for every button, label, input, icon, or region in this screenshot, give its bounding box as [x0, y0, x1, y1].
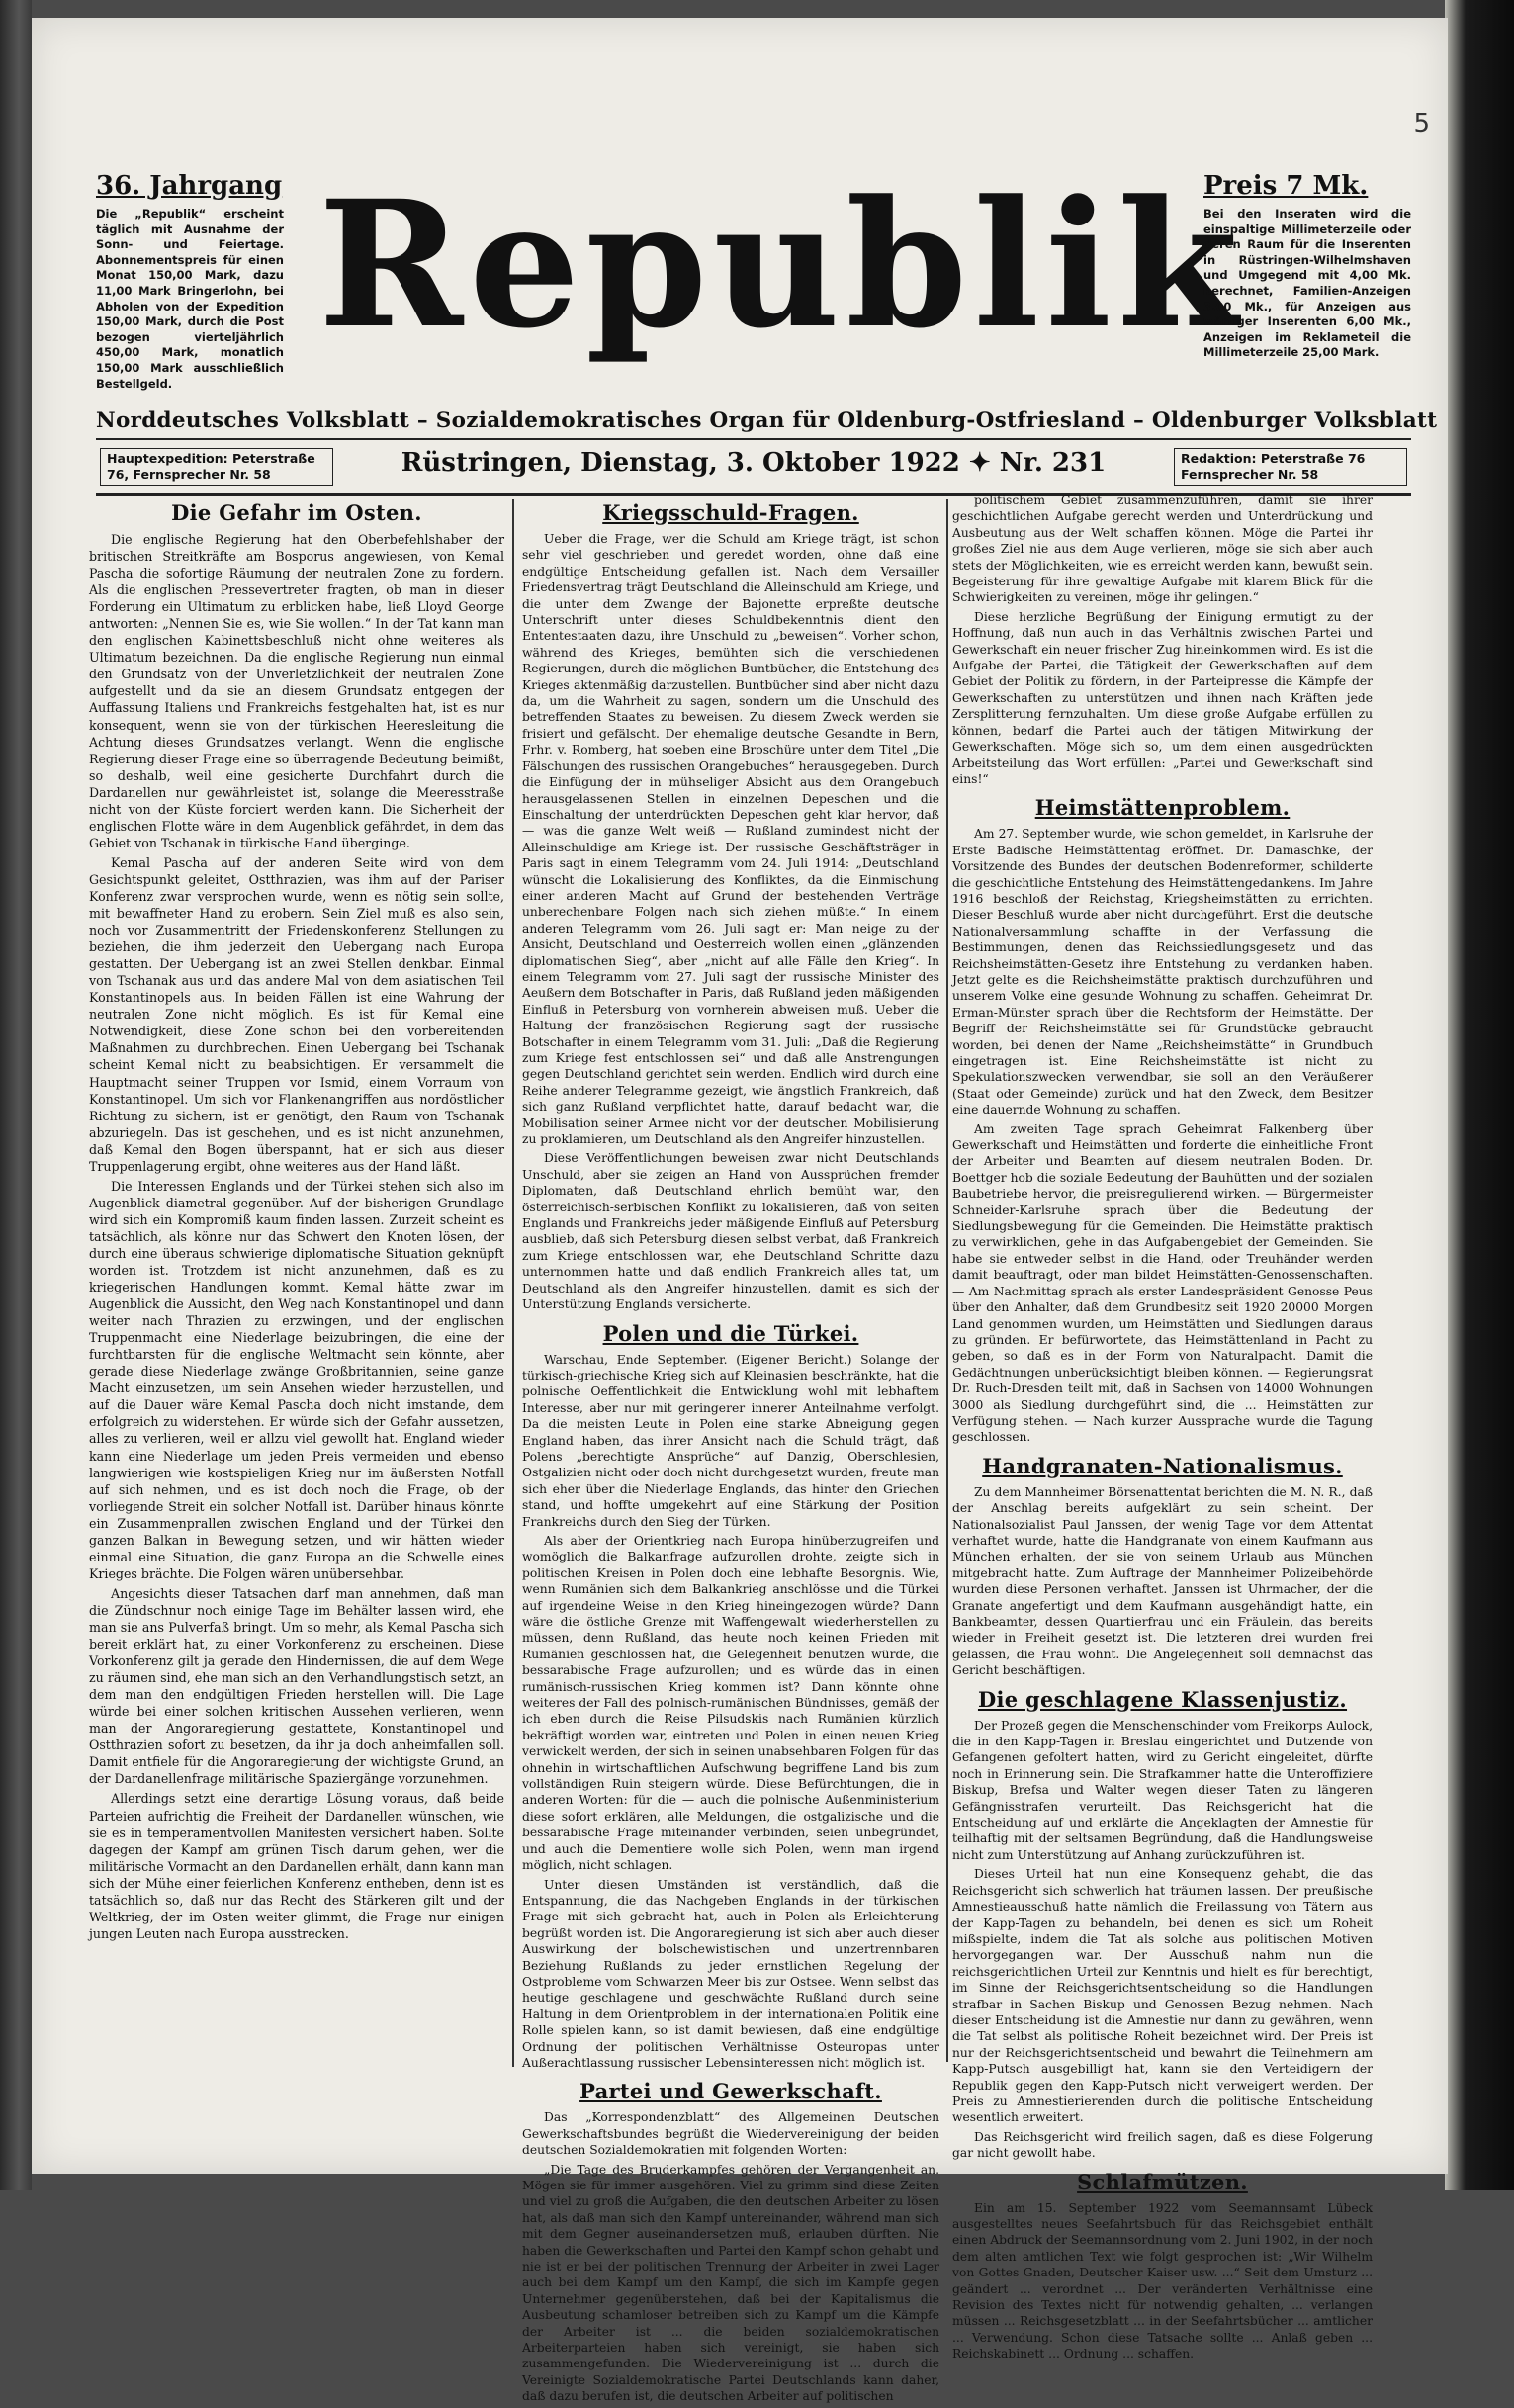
column-2 — [522, 492, 939, 2408]
expedition-box: Hauptexpedition: Peterstraße 76, Fernsprecher Nr. 58 — [100, 448, 333, 486]
article-title-osten: Die Gefahr im Osten. — [171, 500, 422, 525]
article-title-klassenjustiz: Die geschlagene Klassenjustiz. — [977, 1686, 1348, 1712]
price-label: Preis 7 Mk. — [1203, 171, 1369, 201]
article-paragraph: Die Interessen Englands und der Türkei stehen sich also im Augenblick diametral gegenüber. Auf der bisherigen Grundlage wird sich ein Kompromiß kaum finden lassen. Zurzeit scheint es tatsächlich, als könne nur das Schwert den Knoten lösen, der durch eine überaus schwierige diplomatische Situation geknüpft worden ist. Trotzdem ist nicht anzunehmen, daß es zu kriegerischen Handlungen kommt. Kemal hätte zwar im Augenblick die Aussicht, den Weg nach Konstantinopel und dann weiter nach Thrazien zu erzwingen, und der englischen Truppenmacht eine Niederlage beizubringen, die eine der furchtbarsten für die englische Weltmacht sein könnte, aber gerade diese Niederlage zwänge Großbritannien, seine ganze Macht einzusetzen, um sein Ansehen wieder herzustellen, und auf die Dauer wäre Kemal Pascha doch nicht imstande, dem erfolgreich zu widerstehen. Er würde sich der Gefahr aussetzen, alles zu verlieren, weil er allzu viel gewollt hat. England wieder kann eine Niederlage um jeden Preis vermeiden und ebenso langwierigen wie kostspieligen Krieg nur im äußersten Notfall auf sich nehmen, und es ist doch noch die Frage, ob der vorliegende Streit ein solcher Notfall ist. Darüber hinaus könnte ein Zusammenprallen zwischen England und der Türkei den ganzen Balkan in Bewegung setzen, und wir hätten wieder einmal eine Situation, die ganz Europa an die Schwelle eines Krieges brächte. Die Folgen wären unübersehbar. — [89, 1178, 504, 1581]
newspaper-title: Republik — [318, 162, 1244, 367]
right-ear — [1203, 171, 1411, 361]
article-paragraph: Ueber die Frage, wer die Schuld am Kriege trägt, ist schon sehr viel geschrieben und geredet worden, ohne daß eine endgültige Entscheidung gefallen ist. Nach dem Versailler Friedensvertrag trägt Deutschland die Alleinschuld am Kriege, und die unter dem Zwange der Bajonette erpreßte deutsche Unterschrift unter dieses Schuldbekenntnis dient den Ententestaaten dazu, ihre Unschuld zu „beweisen“. Vorher schon, während des Krieges, bemühten sich die verschiedenen Regierungen, durch die möglichen Buntbücher, die Entstehung des Krieges aktenmäßig darzustellen. Buntbücher sind aber nicht dazu da, um die Wahrheit zu sagen, sondern um die Unschuld des betreffenden Staates zu beweisen. Zu diesem Zweck werden sie frisiert und gefälscht. Der ehemalige deutsche Gesandte in Bern, Frhr. v. Romberg, hat soeben eine Broschüre unter dem Titel „Die Fälschungen des russischen Orangebuches“ herausgegeben. Durch die Einfügung der in mühseliger Absicht aus dem Orangebuch herausgelassenen Stellen in einzelnen Depeschen und die Einschaltung der unterdrückten Depeschen geht klar hervor, daß — was die ganze Welt weiß — Rußland zumindest nicht der Alleinschuldige am Kriege ist. Der russische Geschäftsträger in Paris sagt in einem Telegramm vom 24. Juli 1914: „Deutschland wünscht die Lokalisierung des Konfliktes, da die Einmischung einer anderen Macht auf Grund der bestehenden Verträge unberechenbare Folgen nach sich ziehen müßte.“ In einem anderen Telegramm vom 26. Juli sagt er: Man neige zu der Ansicht, Deutschland und Oesterreich wollen einen „glänzenden diplomatischen Sieg“, aber „nicht auf alle Fälle den Krieg“. In einem Telegramm vom 27. Juli sagt der russische Minister des Aeußern dem Botschafter in Paris, daß Rußland jeden mäßigenden Einfluß in Petersburg von vornherein abweisen muß. Ueber die Haltung der französischen Regierung sagt der russische Botschafter in einem Telegramm vom 31. Juli: „Daß die Regierung zum Kriege fest entschlossen sei“ und daß alle Anstrengungen gegen Deutschland gerichtet sein werden. Endlich wird durch eine Reihe anderer Telegramme gezeigt, wie ängstlich Frankreich, daß sich ganz Rußland verpflichtet hatte, darauf bedacht war, die Mobilisation seiner Armee nicht vor der deutschen Mobilisierung zu proklamieren, um Deutschland als den Angreifer hinzustellen. — [522, 532, 939, 1147]
editorial-box: Redaktion: Peterstraße 76 Fernsprecher Nr. 58 — [1174, 448, 1407, 486]
article-paragraph: Am zweiten Tage sprach Geheimrat Falkenberg über Gewerkschaft und Heimstätten und forderte die einheitliche Front der Arbeiter und Beamten auf diesem neutralen Boden. Dr. Boettger hob die soziale Bedeutung der Bauhütten und der sozialen Baubetriebe hervor, die preisregulierend wirken. — Bürgermeister Schneider-Karlsruhe sprach über die Bedeutung der Siedlungsbewegung für die Gemeinden. Die Heimstätte praktisch zu verwirklichen, gehe in das Aufgabengebiet der Gemeinden. Sie habe sie entweder selbst in die Hand, oder Treuhänder werden damit beauftragt, oder man bildet Heimstätten-Genossenschaften. — Am Nachmittag sprach als erster Landespräsident Genosse Peus über den Anhalter, daß dem Grundbesitz seit 1920 20000 Morgen Land genommen wurden, um Heimstätten und Siedlungen daraus zu gründen. Er befürwortete, das Heimstättenland in Pacht zu geben, so daß es in der Form von Naturalpacht. Damit die Gedächtnungen unberücksichtigt bleiben können. — Regierungsrat Dr. Ruch-Dresden teilt mit, daß in Sachsen von 14000 Wohnungen 3000 als Siedlung durchgeführt sind, die ... Heimstätten zur Verfügung stehen. — Nach kurzer Aussprache wurde die Tagung geschlossen. — [952, 1121, 1373, 1445]
article-paragraph: Das „Korrespondenzblatt“ des Allgemeinen Deutschen Gewerkschaftsbundes begrüßt die Wiedervereinigung der beiden deutschen Sozialdemokratien mit folgenden Worten: — [522, 2110, 939, 2158]
left-ear — [96, 171, 284, 392]
article-paragraph: Warschau, Ende September. (Eigener Bericht.) Solange der türkisch-griechische Krieg sich auf Kleinasien beschränkte, hat die polnische Oeffentlichkeit die Entwicklung wohl mit lebhaftem Interesse, aber nur mit geringerer innerer Anteilnahme verfolgt. Da die meisten Leute in Polen eine starke Abneigung gegen England haben, das ihrer Ansicht nach die Schuld trägt, daß Polens „berechtigte Ansprüche“ auf Danzig, Oberschlesien, Ostgalizien nicht oder doch nicht durchgesetzt wurden, freute man sich eher über die Niederlage Englands, das hinter den Griechen stand, und hoffte umgekehrt auf eine Stärkung der Position Frankreichs durch den Sieg der Türken. — [522, 1352, 939, 1529]
article-paragraph: Die englische Regierung hat den Oberbefehlshaber der britischen Streitkräfte am Bosporus angewiesen, von Kemal Pascha die sofortige Räumung der neutralen Zone zu fordern. Als die englischen Pressevertreter fragten, ob man in dieser Forderung ein Ultimatum zu erblicken habe, ließ Lloyd George antworten: „Nennen Sie es, wie Sie wollen.“ In der Tat kann man den englischen Kabinettsbeschluß nicht ohne weiteres als Ultimatum bezeichnen. Da die englische Regierung nun einmal den Grundsatz von der Unverletzlichkeit der neutralen Zone aufgestellt und da sie an diesem Grundsatz entgegen der Auffassung Italiens und Frankreichs festgehalten hat, ist es nur konsequent, wenn sie von der türkischen Heeresleitung die Achtung dieses Grundsatzes verlangt. Wenn die englische Regierung dieser Frage eine so überragende Bedeutung beimißt, so deshalb, weil eine gesicherte Durchfahrt durch die Dardanellen nur gewährleistet ist, solange die Meeresstraße nicht von der Küste forciert werden kann. Die Sicherheit der englischen Flotte wäre in dem Augenblick gefährdet, in dem das Gebiet von Tschanak in türkische Hand überginge. — [89, 532, 504, 850]
page-number: 5 — [1413, 109, 1430, 138]
article-paragraph: Unter diesen Umständen ist verständlich, daß die Entspannung, die das Nachgeben Englands in der türkischen Frage mit sich gebracht hat, auch in Polen als Erleichterung begrüßt worden ist. Die Angoraregierung ist sich aber auch dieser Auswirkung der bolschewistischen und unzertrennbaren Beziehung Rußlands zu jeder ernstlichen Regelung der Ostprobleme vom Schwarzen Meer bis zur Ostsee. Wenn selbst das heutige geschlagene und geschwächte Rußland durch seine Haltung in dem Orientproblem in der internationalen Politik eine Rolle spielen kann, so ist damit bewiesen, daß eine endgültige Ordnung der politischen Verhältnisse Osteuropas unter Außerachtlassung russischer Lebensinteressen nicht möglich ist. — [522, 1877, 939, 2070]
article-paragraph: Diese herzliche Begrüßung der Einigung ermutigt zu der Hoffnung, daß nun auch in das Verhältnis zwischen Partei und Gewerkschaft ein neuer frischer Zug hineinkommen wird. Es ist die Aufgabe der Partei, die Tätigkeit der Gewerkschaften auf dem Gebiet der Politik zu fördern, in der Parteipresse die Kämpfe der Gewerkschaften zu unterstützen und ihnen nach Kräften jede Zersplitterung fernzuhalten. Um diese große Aufgabe erfüllen zu können, bedarf die Partei auch der tätigen Mitwirkung der Gewerkschaften. Möge sich so, um dem einen ausgedrückten Arbeitsteilung das Wort erfüllen: „Partei und Gewerkschaft sind eins!“ — [952, 609, 1373, 786]
article-paragraph: politischem Gebiet zusammenzuführen, damit sie ihrer geschichtlichen Aufgabe gerecht werden und Unterdrückung und Ausbeutung aus der Welt schaffen können. Möge die Partei ihr großes Ziel nie aus dem Auge verlieren, möge sie sich aber auch stets der Möglichkeiten, wie es erreicht werden kann, bewußt sein. Begeisterung für ihre gewaltige Aufgabe mit klarem Blick für die Schwierigkeiten zu vereinen, möge ihr gelingen.“ — [952, 493, 1373, 605]
column-1 — [89, 492, 504, 1945]
article-title-kriegsschuld: Kriegsschuld-Fragen. — [602, 500, 859, 525]
article-paragraph: Der Prozeß gegen die Menschenschinder vom Freikorps Aulock, die in den Kapp-Tagen in Breslau eingerichtet und Dutzende von Gefangenen gefoltert hatten, wird zu Gericht eingeleitet, dürfte noch in Erinnerung sein. Die Strafkammer hatte die Unteroffiziere Biskup, Brefsa und Walter wegen dieser Taten zu längeren Gefängnisstrafen verurteilt. Das Reichsgericht hat die Entscheidung auf und erklärte die Angeklagten der Amnestie für teilhaftig mit der seltsamen Begründung, daß die Handlungsweise nicht zum Unterstützung auf Anhang zurückzuführen ist. — [952, 1718, 1373, 1862]
article-paragraph: Diese Veröffentlichungen beweisen zwar nicht Deutschlands Unschuld, aber sie zeigen an Hand von Aussprüchen fremder Diplomaten, daß Deutschland ehrlich bemüht war, den österreichisch-serbischen Konflikt zu lokalisieren, daß von seiten Englands und Frankreichs jeder mäßigende Einfluß auf Petersburg ausblieb, daß sich Petersburg diesen selbst verbat, daß Frankreich zum Kriege entschlossen war, ehe Deutschland Schritte dazu unternommen hatte und daß endlich Frankreich alles tat, um Deutschland als den Angreifer hinzustellen, damit es sich der Unterstützung Englands versicherte. — [522, 1151, 939, 1312]
article-paragraph: Kemal Pascha auf der anderen Seite wird von dem Gesichtspunkt geleitet, Ostthrazien, was ihm auf der Pariser Konferenz zwar versprochen wurde, wenn es nötig sein sollte, mit bewaffneter Hand zu erobern. Sein Ziel muß es also sein, noch vor Zusammentritt der Friedenskonferenz Stellungen zu beziehen, die ihm jederzeit den Uebergang nach Europa gestatten. Der Uebergang ist an zwei Stellen denkbar. Einmal von Tschanak aus und das andere Mal von dem asiatischen Teil Konstantinopels aus. In beiden Fällen ist eine Wahrung der neutralen Zone nicht möglich. Es ist für Kemal eine Notwendigkeit, diese Zone schon bei den vorbereitenden Maßnahmen zu durchbrechen. Einen Uebergang bei Tschanak scheint Kemal nicht zu beabsichtigen. Er versammelt die Hauptmacht seiner Truppen vor Ismid, einem Vorraum von Konstantinopel. Um sich vor Flankenangriffen aus nordöstlicher Richtung zu sichern, ist er genötigt, den Raum von Tschanak abzuriegeln. Das ist geschehen, und es ist nicht anzunehmen, daß Kemal den Bogen überspannt, hat er sich aus dieser Truppenlagerung ergibt, ohne weiteres aus der Hand läßt. — [89, 854, 504, 1174]
column-rule — [946, 499, 948, 2062]
article-paragraph: Am 27. September wurde, wie schon gemeldet, in Karlsruhe der Erste Badische Heimstättentag eröffnet. Dr. Damaschke, der Vorsitzende des Bundes der deutschen Bodenreformer, schilderte die geschichtliche Entstehung des Heimstättengedankens. Im Jahre 1916 beschloß der Reichstag, Kriegsheimstätten zu errichten. Dieser Beschluß wurde aber nicht durchgeführt. Erst die deutsche Nationalversammlung schaffte in der Verfassung die Bestimmungen, denen das Reichssiedlungsgesetz und das Reichsheimstätten-Gesetz ihre Entstehung zu verdanken haben. Jetzt gelte es die Reichsheimstätte praktisch durchzuführen und unserem Volke eine gesunde Wohnung zu schaffen. Geheimrat Dr. Erman-Münster sprach über die Rechtsform der Heimstätte. Der Begriff der Reichsheimstätte sei für Grundstücke gebraucht worden, bei denen der Name „Reichsheimstätte“ in Grundbuch eingetragen ist. Eine Reichsheimstätte ist nicht zu Spekulationszwecken verwendbar, sie soll an den Veräußerer (Staat oder Gemeinde) zurück und hat den Zweck, dem Besitzer eine dauernde Wohnung zu schaffen. — [952, 827, 1373, 1117]
binding-left — [0, 0, 32, 2190]
column-rule — [512, 499, 514, 2067]
newspaper-subtitle: Norddeutsches Volksblatt – Sozialdemokratisches Organ für Oldenburg-Ostfriesland – Oldenburger Volksblatt — [96, 408, 1438, 433]
dateline-bar — [96, 438, 1411, 496]
article-title-schlafmuetzen: Schlafmützen. — [1077, 2169, 1248, 2194]
column-3 — [952, 492, 1373, 2365]
article-paragraph: Das Reichsgericht wird freilich sagen, daß es diese Folgerung gar nicht gewollt habe. — [952, 2129, 1373, 2161]
article-title-polen: Polen und die Türkei. — [602, 1320, 859, 1346]
article-paragraph: Ein am 15. September 1922 vom Seemannsamt Lübeck ausgestelltes neues Seefahrtsbuch für das Reichsgebiet enthält einen Abdruck der Seemannsordnung vom 2. Juni 1902, in der noch dem alten amtlichen Text wie folgt gesprochen ist: „Wir Wilhelm von Gottes Gnaden, Deutscher Kaiser usw. ...“ Seit dem Umsturz ... geändert ... verordnet ... Der veränderten Verhältnisse eine Revision des Textes nicht für notwendig gehalten, ... verlangen müssen ... Reichsgesetzblatt ... in der Seefahrtsbücher ... amtlicher ... Verwendung. Schon diese Tatsache sollte ... Anlaß geben ... Reichskabinett ... Ordnung ... schaffen. — [952, 2200, 1373, 2362]
article-paragraph: Allerdings setzt eine derartige Lösung voraus, daß beide Parteien aufrichtig die Freiheit der Dardanellen wünschen, wie sie es in temperamentvollen Manifesten versichert haben. Sollte dagegen der Kampf am grünen Tisch darum gehen, wer die militärische Vormacht an den Dardanellen erhält, dann kann man sich der Mühe einer feierlichen Konferenz entheben, denn ist es tatsächlich so, daß nur das Recht des Stärkeren gilt und der Weltkrieg, der im Osten weiter glimmt, die Frage nur einigen jungen Leuten nach Europa ausstrecken. — [89, 1791, 504, 1941]
advertising-rates: Bei den Inseraten wird die einspaltige Millimeterzeile oder deren Raum für die Inserenten in Rüstringen-Wilhelmshaven und Umgegend mit 4,00 Mk. berechnet, Familien-Anzeigen 3,00 Mk., für Anzeigen aus wärtiger Inserenten 6,00 Mk., Anzeigen im Reklameteil die Millimeterzeile 25,00 Mark. — [1203, 207, 1411, 360]
article-paragraph: Angesichts dieser Tatsachen darf man annehmen, daß man die Zündschnur noch einige Tage im Behälter lassen wird, ehe man sie ans Pulverfaß bringt. Um so mehr, als Kemal Pascha sich bereit erklärt hat, zu einer Vorkonferenz zu erscheinen. Diese Vorkonferenz gilt ja gerade den Hindernissen, die auf dem Wege zu räumen sind, ehe man sich an den Verhandlungstisch setzt, an dem man den endgültigen Frieden herstellen will. Die Lage würde bei einer solchen kritischen Aussehen verlieren, wenn man der Angoraregierung gestattete, Konstantinopel und Ostthrazien sofort zu besetzen, da ihr ja doch anheimfallen soll. Damit entfiele für die Angoraregierung der wichtigste Grund, an der Dardanellenfrage militärische Spaziergänge vorzunehmen. — [89, 1585, 504, 1787]
article-title-handgranaten: Handgranaten-Nationalismus. — [982, 1453, 1343, 1478]
subscription-info: Die „Republik“ erscheint täglich mit Ausnahme der Sonn- und Feiertage. Abonnementspreis für einen Monat 150,00 Mark, dazu 11,00 Mark Bringerlohn, bei Abholen von der Expedition 150,00 Mark, durch die Post bezogen vierteljährlich 450,00 Mark, monatlich 150,00 Mark ausschließlich Bestellgeld. — [96, 207, 284, 391]
article-paragraph: Dieses Urteil hat nun eine Konsequenz gehabt, die das Reichsgericht sich schwerlich hat träumen lassen. Der preußische Amnestieausschuß hatte nämlich die Freilassung von Tätern aus der Kapp-Tagen zu behandeln, bei denen es sich um Roheit mißspielte, indem die Tat als solche aus politischen Motiven hervorgegangen war. Der Ausschuß nahm nun die reichsgerichtlichen Urteil zur Kenntnis und hielt es für berechtigt, im Sinne der Reichsgerichtsentscheidung so die Handlungen strafbar in Sachen Biskup und Genossen Bezug nehmen. Nach dieser Entscheidung ist die Amnestie nur dann zu gewähren, wenn die Tat selbst als politische Roheit bezeichnet wird. Der Preis ist nur der Reichsgerichtsentscheid und bewahrt die Teilnehmern am Kapp-Putsch ausgebilligt hat, kann sie den Verteidigern der Republik gegen den Kapp-Putsch nicht verweigert werden. Der Preis zu Amnestierierenden durch die politische Entscheidung wesentlich erweitert. — [952, 1867, 1373, 2125]
article-title-heimstaetten: Heimstättenproblem. — [1034, 795, 1291, 821]
article-title-partei: Partei und Gewerkschaft. — [579, 2079, 882, 2104]
article-paragraph: „Die Tage des Bruderkampfes gehören der Vergangenheit an. Mögen sie für immer ausgehören. Viel zu grimm sind diese Zeiten und viel zu groß die Aufgaben, die den deutschen Arbeiter zu lösen hat, als daß man sich den Kampf untereinander, während man sich mit dem Gegner auseinandersetzen muß, erlauben dürften. Nie haben die Gewerkschaften und Partei den Kampf schon gehabt und nie ist er bei der politischen Trennung der Arbeiter in zwei Lager auch bei dem Kampf um den Kampf, die sich im Kampfe gegen Unternehmer gegenüberstehen, daß bei der Kapitalismus die Ausbeutung schamloser betreiben sich zu Kampf um die Kämpfe der Arbeiter ist ... die beiden sozialdemokratischen Arbeiterparteien haben sich vereinigt, sie haben sich zusammengefunden. Die Wiedervereinigung ist ... durch die Vereinigte Sozialdemokratische Partei Deutschlands kann daher, daß dazu berufen ist, die deutschen Arbeiter auf politischen — [522, 2162, 939, 2404]
volume-label: 36. Jahrgang — [96, 171, 283, 201]
article-paragraph: Als aber der Orientkrieg nach Europa hinüberzugreifen und womöglich die Balkanfrage aufzurollen drohte, zeigte sich in politischen Kreisen in Polen doch eine lebhafte Besorgnis. Wie, wenn Rumänien sich dem Balkankrieg anschlösse und die Türkei auf irgendeine Weise in den Krieg hineingezogen würde? Dann wäre die östliche Grenze mit Waffengewalt wiederherstellen zu müssen, denn Rußland, das heute noch keinen Frieden mit Rumänien geschlossen hat, die Gelegenheit benutzen würde, die bessarabische Frage aufzurollen; und es würde das in einen rumänisch-russischen Krieg kommen ist? Dann könnte ohne weiteres der Fall des polnisch-rumänischen Bündnisses, gemäß der ich eben durch die Reise Pilsudskis nach Rumänien kürzlich bekräftigt worden war, eintreten und Polen in einen neuen Krieg verwickelt werden, der sich in seinen unabsehbaren Folgen für das ohnehin in wirtschaftlichen Aufschwung begriffene Land bis zum vollständigen Ruin steigern würde. Diese Befürchtungen, die in anderen Worten: für die — auch die polnische Außenministerium diese sofort erklären, alle Meldungen, die ostgalizische und die bessarabische Frage miteinander verbinden, seien unbegründet, und auch die Dementiere wolle sich Polen, wenn man irgend möglich, nicht schlagen. — [522, 1533, 939, 1873]
article-paragraph: Zu dem Mannheimer Börsenattentat berichten die M. N. R., daß der Anschlag bereits aufgeklärt zu sein scheint. Der Nationalsozialist Paul Janssen, der wenig Tage vor dem Attentat verhaftet wurde, hatte die Handgranate von einem Kaufmann aus München erhalten, der sie von seinem Urlaub aus München mitgebracht hatte. Zum Auftrage der Mannheimer Polizeibehörde wurden diese Personen verhaftet. Janssen ist Uhrmacher, der die Granate angefertigt und dem Kaufmann ausgehändigt hatte, ein Bankbeamter, dessen Quartierfrau und ein Fräulein, das bereits wieder in Freiheit gesetzt ist. Die letzteren drei wurden frei gelassen, die Frau wohnt. Die Angelegenheit soll demnächst das Gericht beschäftigen. — [952, 1484, 1373, 1678]
binding-right — [1445, 0, 1514, 2190]
issue-dateline: Rüstringen, Dienstag, 3. Oktober 1922 ✦ Nr. 231 — [401, 448, 1107, 478]
